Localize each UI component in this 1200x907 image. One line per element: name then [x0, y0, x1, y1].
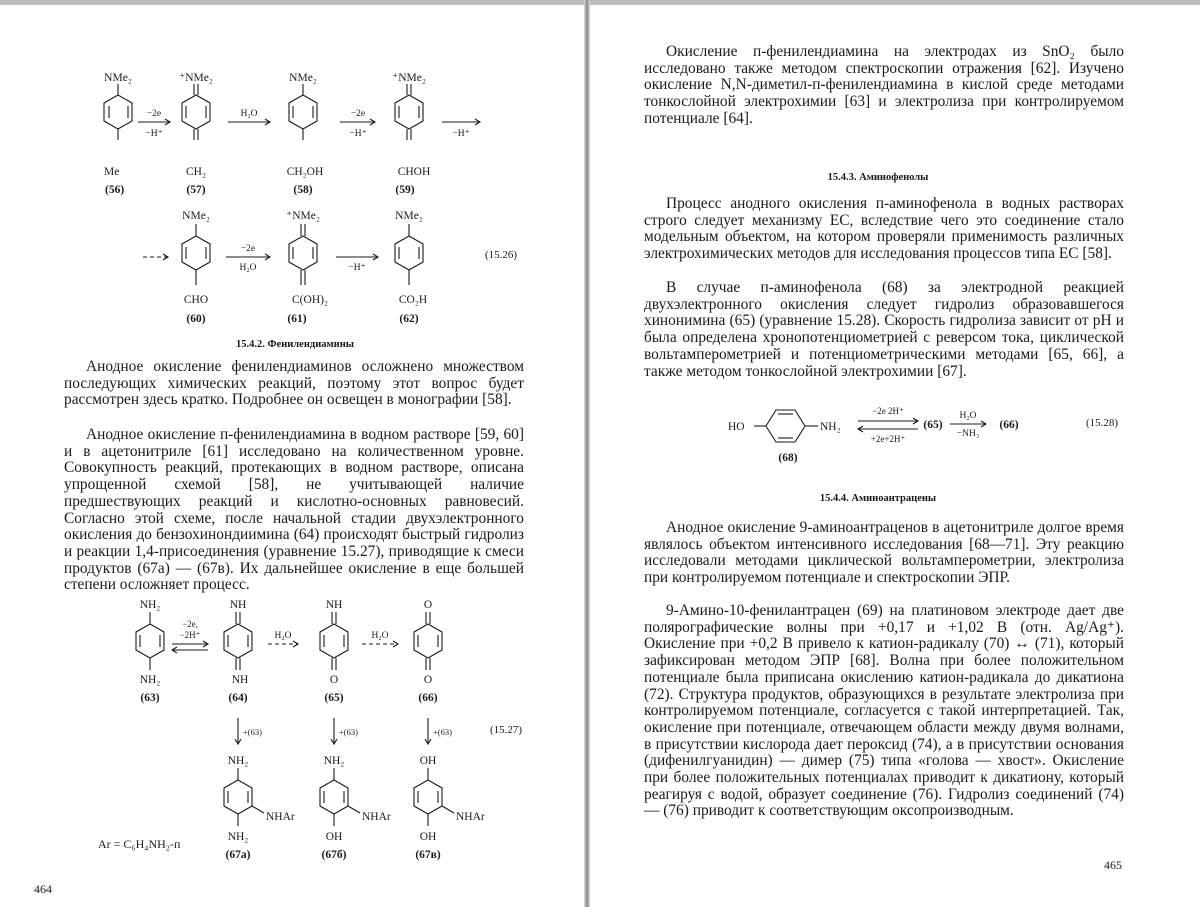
- label-58-top: NMe₂: [289, 72, 317, 84]
- equation-number-15-27: (15.27): [490, 724, 523, 736]
- page-number-left: 464: [34, 882, 52, 896]
- arrow7-top: −2e,: [182, 619, 198, 629]
- paragraph-text: Анодное окисление п-фенилендиамина в водном растворе [59, 60] и в ацетонитриле [61] исследовано на количественном уровне. Совокупность реакций, протекающих в водном растворе, описана упрощенной схемой [58], не учитывающей наличие предшествующих реакций и кислотно-основных равновесий. Согласно этой схеме, после начальной стадии двухэлектронного окисления до бензохинондиимина (64) происходят быстрый гидролиз и реакции 1,4-присоединения (уравнение 15.27), приводящие к смеси продуктов (67а) — (67в). Их дальнейшее окисление в еще большей степени осложняет процесс.: [64, 426, 524, 594]
- label-67v-top: OH: [419, 755, 437, 767]
- label-61-top: ⁺NMe₂: [286, 210, 320, 222]
- label-67v-sub: NHAr: [456, 811, 485, 823]
- label-67v-bottom: OH: [419, 831, 437, 843]
- number-56: (56): [105, 184, 125, 196]
- label-62-top: NMe₂: [395, 210, 423, 222]
- scheme-15-28: [588, 0, 1200, 480]
- section-heading-15-4-4: 15.4.4. Аминоантрацены: [819, 493, 937, 504]
- equation-number-15-26: (15.26): [485, 249, 518, 261]
- page-number-right: 465: [1104, 858, 1122, 872]
- arrow8-top: H₂O: [274, 631, 292, 641]
- arrow5-top: −2e: [240, 244, 256, 254]
- h2o-label: H₂O: [959, 411, 977, 421]
- left-page: [0, 0, 588, 907]
- number-68: (68): [778, 452, 798, 464]
- number-67a: (67а): [225, 849, 251, 861]
- number-65-right: (65): [923, 419, 943, 431]
- number-66-right: (66): [999, 419, 1019, 431]
- number-65: (65): [324, 692, 344, 704]
- paragraph-text: Анодное окисление фенилендиаминов осложнено множеством последующих химических реакций, поэтому этот вопрос будет рассмотрен здесь кратко. Подробнее он освещен в монографии [58].: [64, 358, 524, 409]
- label-66-bottom: O: [423, 674, 433, 686]
- label-60-bottom: CHO: [183, 294, 209, 306]
- label-67a-sub: NHAr: [266, 811, 295, 823]
- label-59-bottom: CHOH: [397, 166, 431, 178]
- number-63: (63): [140, 692, 160, 704]
- arrow1-bottom: −H⁺: [145, 129, 163, 139]
- label-60-top: NMe₂: [182, 210, 210, 222]
- arrow7-top-2: −2H⁺: [179, 630, 201, 640]
- number-64: (64): [228, 692, 248, 704]
- arrow6-bottom: −H⁺: [348, 263, 366, 273]
- paragraph-aminoanthracenes-1: [644, 520, 1124, 587]
- label-59-top: ⁺NMe₂: [392, 72, 426, 84]
- nh2-label: NH₂: [820, 421, 841, 433]
- arrow5-bottom: H₂O: [239, 263, 257, 273]
- arrow9-top: H₂O: [371, 631, 389, 641]
- label-67b-top: NH₂: [323, 755, 345, 767]
- label-62-bottom: CO₂H: [398, 294, 428, 306]
- ho-label: HO: [728, 421, 745, 433]
- label-57-bottom: CH₂: [186, 166, 206, 178]
- paragraph-text: Процесс анодного окисления п-аминофенола в водных растворах строго следует механизму EC, вследствие чего это соединение стало модельным объектом, на котором проверяли применимость различных электрохимических методов для исследования процессов типа EC [58].: [644, 195, 1124, 263]
- arrow3-bottom: −H⁺: [349, 129, 367, 139]
- label-63-top: NH₂: [139, 599, 161, 611]
- down-label-1: +(63): [243, 727, 262, 737]
- arrow1-top: −2e: [146, 109, 162, 119]
- number-59: (59): [395, 184, 415, 196]
- number-61: (61): [287, 313, 307, 325]
- label-56-top: NMe₂: [104, 72, 132, 84]
- number-60: (60): [186, 313, 206, 325]
- label-57-top: ⁺NMe₂: [179, 72, 213, 84]
- number-58: (58): [293, 184, 313, 196]
- minus-nh3-label: −NH₃: [956, 429, 980, 439]
- label-65-bottom: O: [329, 674, 339, 686]
- label-67a-top: NH₂: [227, 755, 249, 767]
- label-56-bottom: Me: [104, 166, 120, 178]
- down-label-3: +(63): [433, 727, 452, 737]
- paragraph-text: 9-Амино-10-фенилантрацен (69) на платиновом электроде дает две полярографические волны при +0,17 и +1,02 В (отн. Ag/Ag⁺). Окисление при +0,2 В привело к катион-радикалу (70) ↔ (71), который зафиксирован методом ЭПР [68]. Волна при более положительном потенциале была приписана окислению катион-радикала до дикатиона (72). Структура продуктов, образующихся в результате электролиза при контролируемом потенциале, согласуется с такой интерпретацией. Так, окисление при потенциале, отвечающем области между двумя волнами, в присутствии кислорода дает пероксид (74), а в присутствии основания (дифенилгуанидин) — димер (75) типа «голова — хвост». Окисление при более положительных потенциалах приводит к дикатиону, который реагируя с водой, образует соединение (76). Гидролиз соединений (74) — (76) приводит к соответствующим оксопроизводным.: [644, 602, 1124, 820]
- paragraph-text: Окисление п-фенилендиамина на электродах из SnO₂ было исследовано также методом спектроскопии отражения [62]. Изучено окисление N,N-диметил-п-фенилендиамина в кислой среде методами тонкослойной электрохимии [63] и электролиза при контролируемом потенциале [64].: [644, 43, 1124, 127]
- label-66-top: O: [423, 599, 433, 611]
- label-64-bottom: NH: [231, 674, 249, 686]
- label-65-top: NH: [325, 599, 343, 611]
- number-62: (62): [399, 313, 419, 325]
- arrow-bottom-label: +2e+2H⁺: [870, 434, 906, 444]
- paragraph-text: Анодное окисление 9-аминоантраценов в ацетонитриле долгое время являлось объектом интенсивного исследования [68—71]. Эту реакцию исследовали методами циклической вольтамперометрии, электролиза при контролируемом потенциале и спектроскопии ЭПР.: [644, 519, 1124, 587]
- paragraph-aminoanthracenes-2: [644, 603, 1124, 820]
- label-67b-bottom: OH: [325, 831, 343, 843]
- right-page: [588, 0, 1200, 907]
- label-61-bottom: C(OH)₂: [292, 294, 328, 306]
- section-heading-15-4-3: 15.4.3. Аминофенолы: [827, 172, 929, 183]
- arrow2-top: H₂O: [240, 109, 258, 119]
- equation-number-15-28: (15.28): [1086, 417, 1119, 429]
- ar-definition: Ar = C₆H₄NH₂-п: [98, 837, 181, 851]
- arrow-top-label: −2e 2H⁺: [872, 406, 904, 416]
- arrow4-bottom: −H⁺: [452, 129, 470, 139]
- section-heading-15-4-2: 15.4.2. Фенилендиамины: [236, 339, 354, 350]
- scheme-15-27-labels: [0, 0, 588, 907]
- label-67a-bottom: NH₂: [227, 831, 249, 843]
- number-57: (57): [186, 184, 206, 196]
- label-63-bottom: NH₂: [139, 674, 161, 686]
- label-58-bottom: CH₂OH: [286, 166, 324, 178]
- down-label-2: +(63): [339, 727, 358, 737]
- label-67b-sub: NHAr: [362, 811, 391, 823]
- arrow3-top: −2e: [350, 109, 366, 119]
- number-67v: (67в): [415, 849, 441, 861]
- number-66: (66): [418, 692, 438, 704]
- paragraph-text: В случае п-аминофенола (68) за электродной реакцией двухэлектронного окисления следует гидролиз образовавшегося хинонимина (65) (уравнение 15.28). Скорость гидролиза зависит от pH и была определена хронопотенциометрией с реверсом тока, циклической вольтамперометрией и потенциометрическими методами [65, 66], а также методом тонкослойной электрохимии [67].: [644, 279, 1124, 380]
- number-67b: (67б): [321, 849, 347, 861]
- label-64-top: NH: [229, 599, 247, 611]
